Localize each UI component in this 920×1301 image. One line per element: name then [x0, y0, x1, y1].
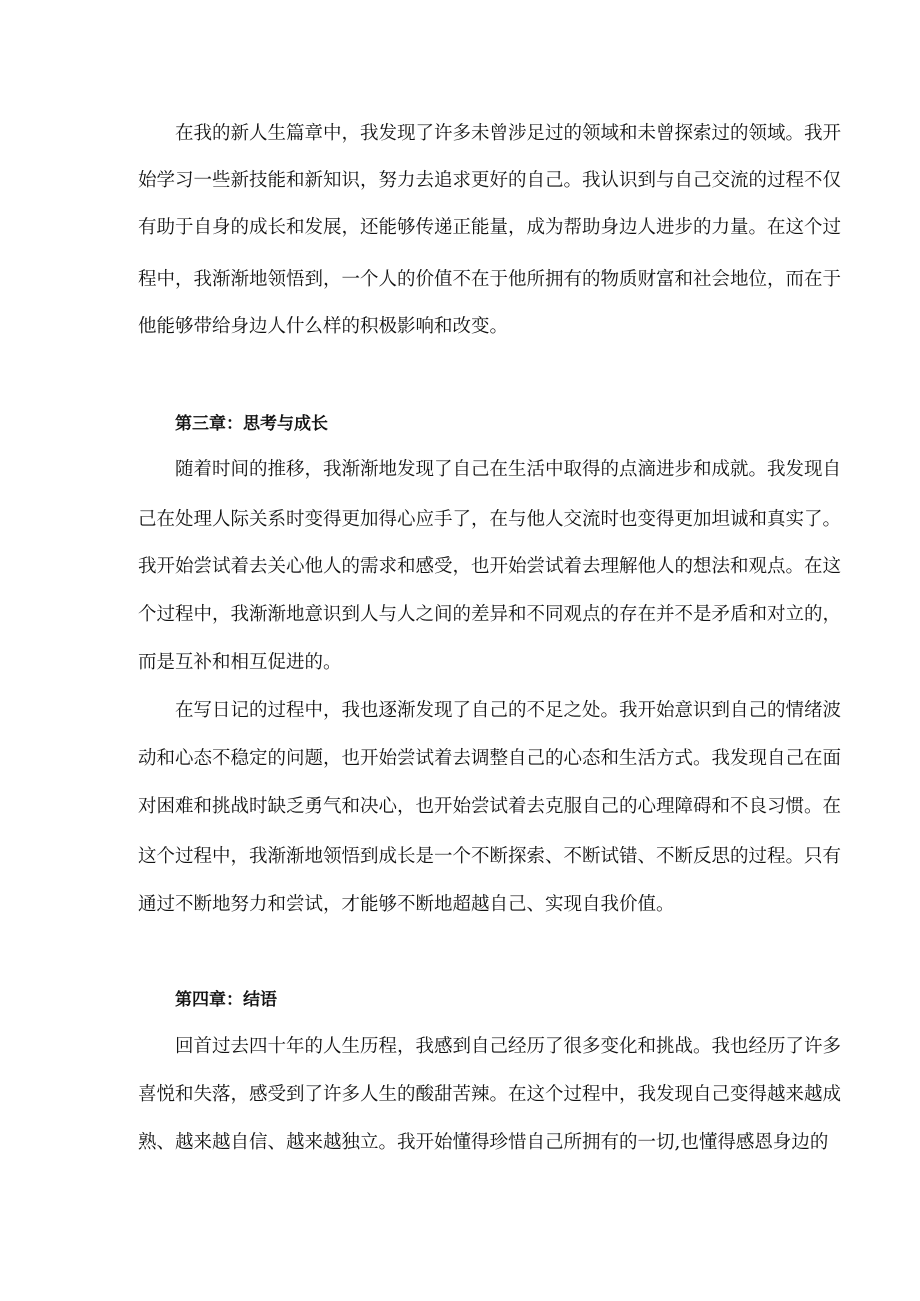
text-line: 而是互补和相互促进的。: [138, 652, 342, 673]
text-line: 有助于自身的成长和发展，还能够传递正能量，成为帮助身边人进步的力量。在这个过: [138, 217, 842, 238]
text-line: 这个过程中，我渐渐地领悟到成长是一个不断探索、不断试错、不断反思的过程。只有: [138, 846, 842, 867]
text-line: 在写日记的过程中，我也逐渐发现了自己的不足之处。我开始意识到自己的情绪波: [175, 700, 842, 721]
text-line: 通过不断地努力和尝试，才能够不断地超越自己、实现自我价值。: [138, 894, 675, 915]
chapter-3-heading: 第三章：思考与成长: [175, 414, 328, 434]
text-line: 我开始尝试着去关心他人的需求和感受，也开始尝试着去理解他人的想法和观点。在这: [138, 556, 842, 577]
text-line: 对困难和挑战时缺乏勇气和决心，也开始尝试着去克服自己的心理障碍和不良习惯。在: [138, 796, 842, 817]
text-line: 在我的新人生篇章中，我发现了许多未曾涉足过的领域和未曾探索过的领域。我开: [175, 123, 842, 144]
text-line: 回首过去四十年的人生历程，我感到自己经历了很多变化和挑战。我也经历了许多: [175, 1036, 842, 1057]
text-line: 程中，我渐渐地领悟到，一个人的价值不在于他所拥有的物质财富和社会地位，而在于: [138, 269, 842, 290]
text-line: 他能够带给身边人什么样的积极影响和改变。: [138, 316, 509, 337]
chapter-4-heading: 第四章：结语: [175, 990, 277, 1010]
text-line: 动和心态不稳定的问题，也开始尝试着去调整自己的心态和生活方式。我发现自己在面: [138, 748, 842, 769]
text-line: 喜悦和失落，感受到了许多人生的酸甜苦辣。在这个过程中，我发现自己变得越来越成: [138, 1084, 842, 1105]
text-line: 己在处理人际关系时变得更加得心应手了，在与他人交流时也变得更加坦诚和真实了。: [138, 509, 842, 530]
text-line: 随着时间的推移，我渐渐地发现了自己在生活中取得的点滴进步和成就。我发现自: [175, 459, 842, 480]
text-line: 始学习一些新技能和新知识，努力去追求更好的自己。我认识到与自己交流的过程不仅: [138, 170, 842, 191]
text-line: 个过程中，我渐渐地意识到人与人之间的差异和不同观点的存在并不是矛盾和对立的，: [138, 604, 842, 625]
text-line: 熟、越来越自信、越来越独立。我开始懂得珍惜自己所拥有的一切,也懂得感恩身边的: [138, 1132, 829, 1153]
